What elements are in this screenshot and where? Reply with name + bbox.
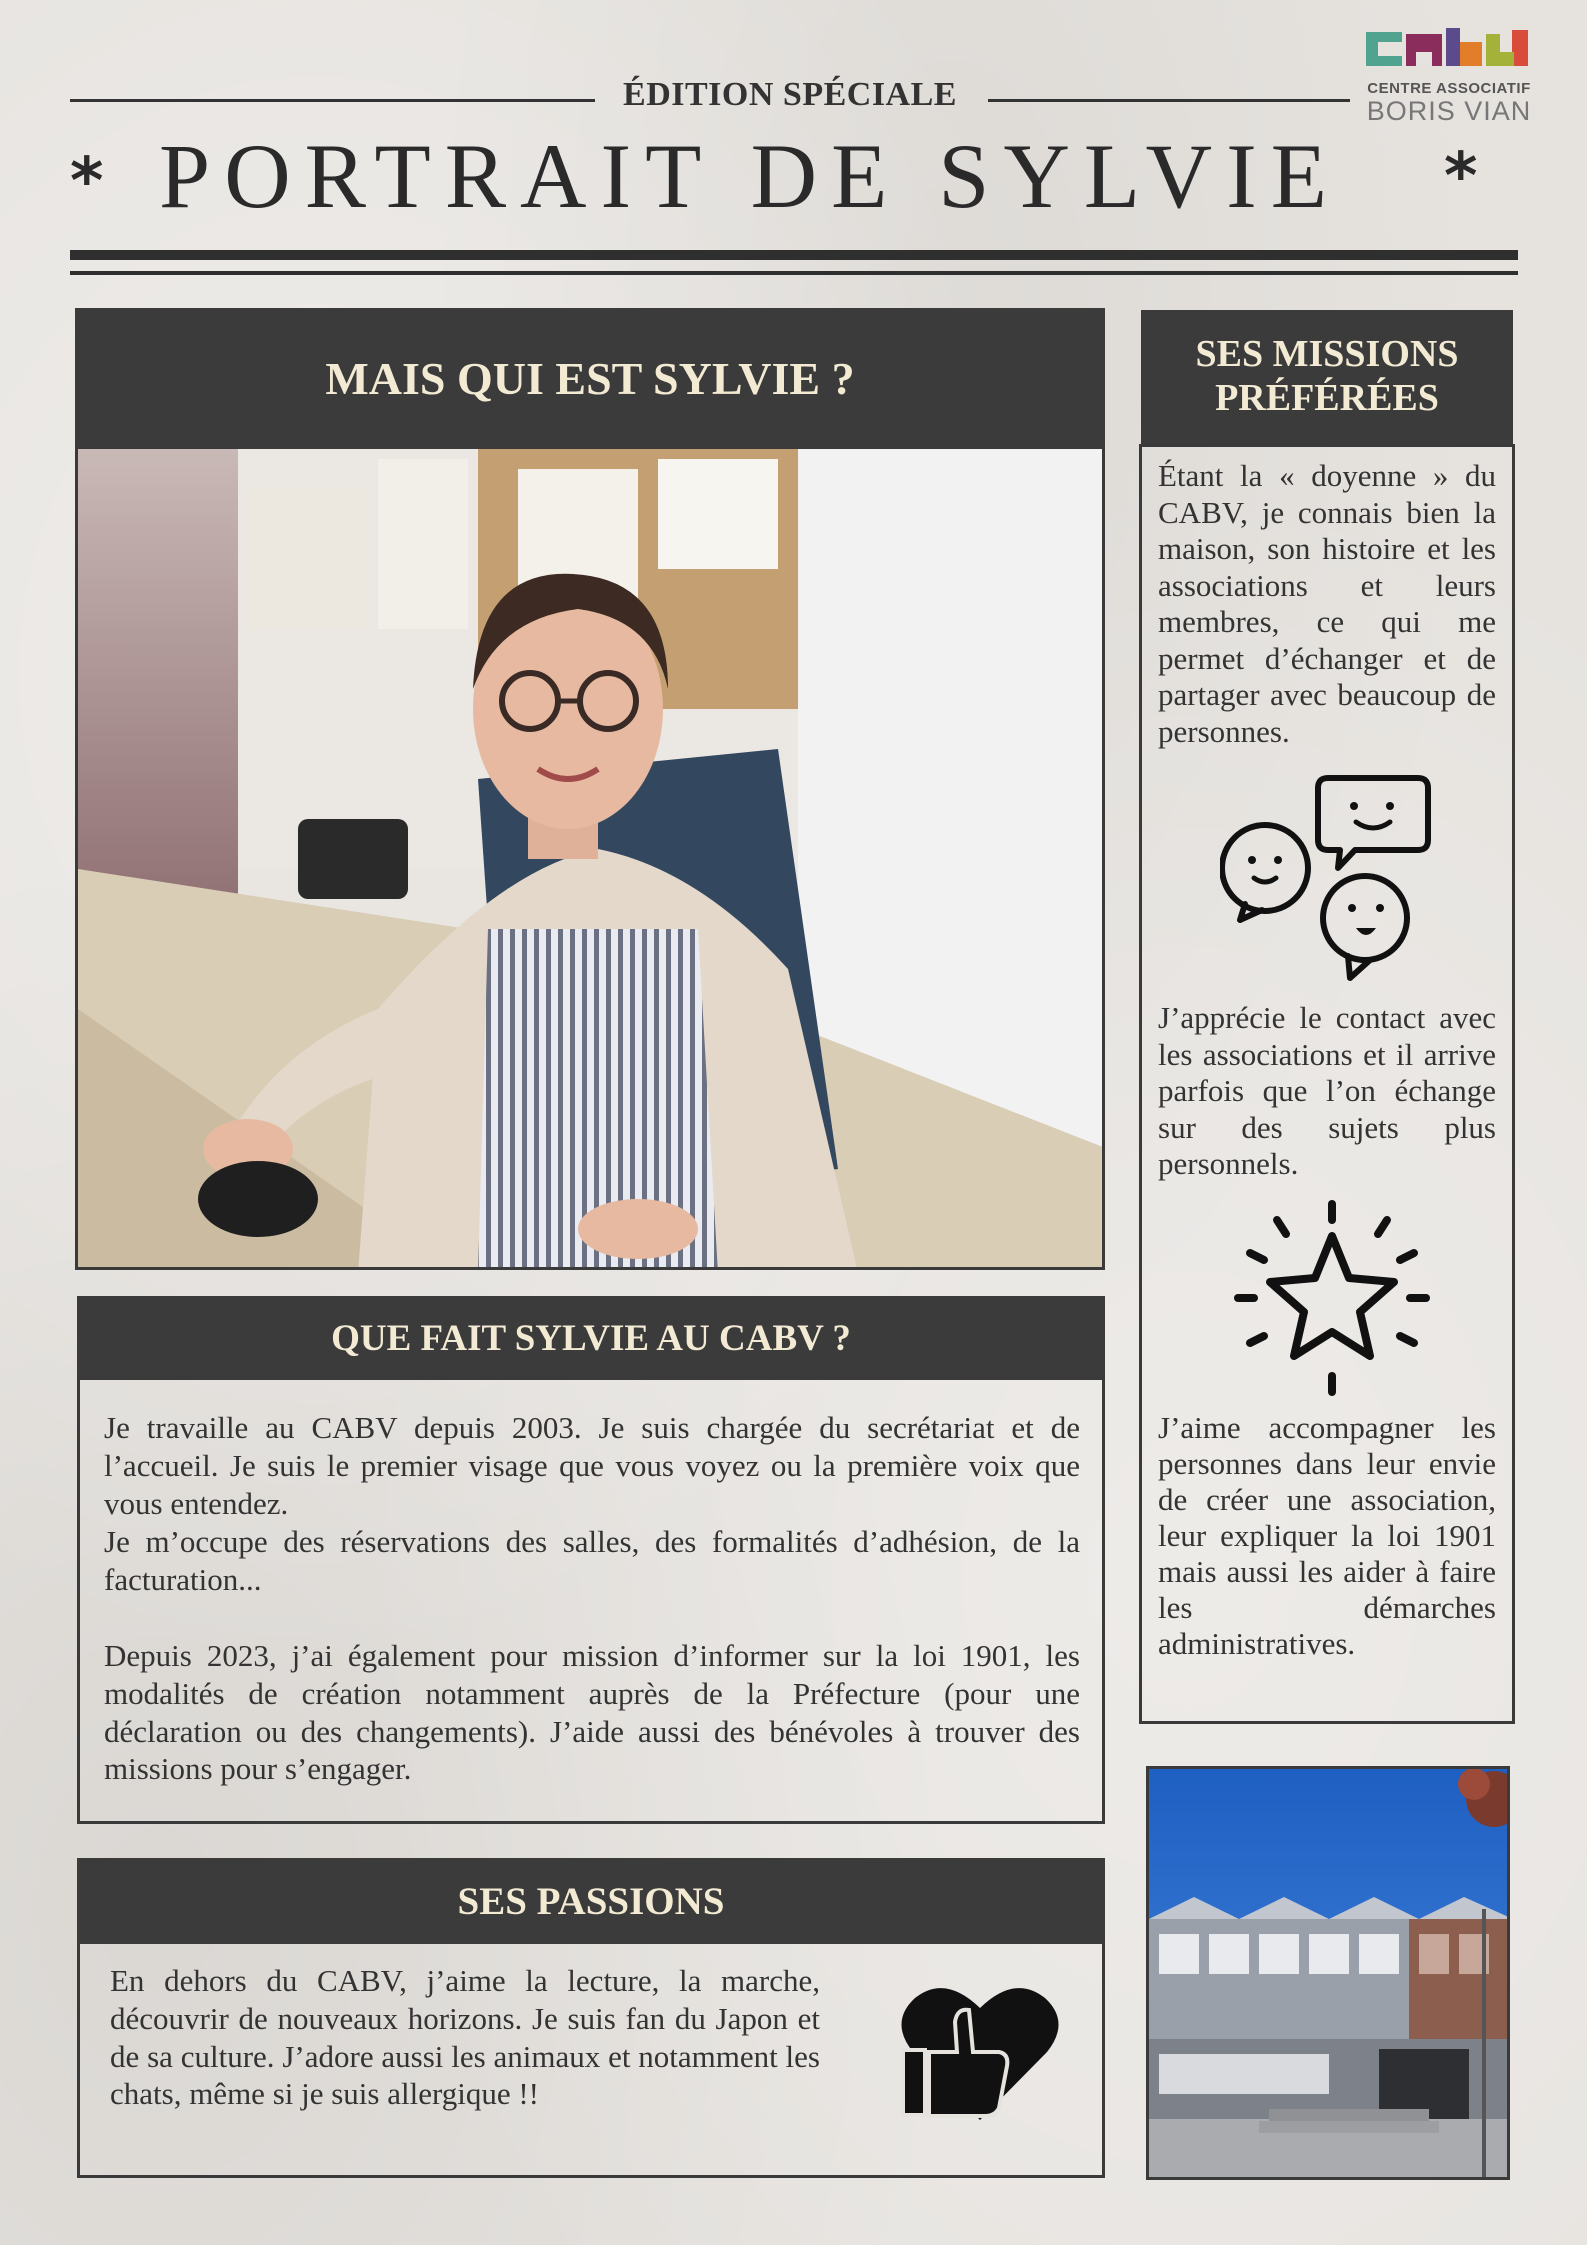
what-heading: QUE FAIT SYLVIE AU CABV ? — [331, 1317, 851, 1359]
asterisk-left-icon: * — [70, 145, 104, 219]
mission-text-2: J’apprécie le contact avec les associations et il arrive parfois que l’on échange sur des sujets plus personnels. — [1158, 1000, 1496, 1182]
portrait-photo — [75, 446, 1105, 1270]
mission-text-1: Étant la « doyenne » du CABV, je connais bien la maison, son histoire et les associations et leurs membres, ce qui me permet d’échanger et de partager avec beaucoup de personnes. — [1158, 458, 1496, 750]
what-paragraph-1: Je travaille au CABV depuis 2003. Je suis chargée du secrétariat et de l’accueil. Je suis le premier visage que vous voyez ou la première voix que vous entendez. — [104, 1410, 1080, 1521]
building-illustration — [1149, 1769, 1510, 2180]
star-icon — [1232, 1198, 1432, 1398]
passions-text: En dehors du CABV, j’aime la lecture, la marche, découvrir de nouveaux horizons. Je suis fan du Japon et de sa culture. J’adore aussi les animaux et notamment les chats, même si je suis allergique !! — [110, 1963, 820, 2112]
header-rule-left — [70, 99, 595, 102]
header-double-rule-thin — [70, 271, 1518, 275]
who-heading: MAIS QUI EST SYLVIE ? — [325, 352, 855, 404]
asterisk-right-icon: * — [1444, 140, 1478, 214]
logo-line-2: BORIS VIAN — [1366, 96, 1532, 126]
passions-heading: SES PASSIONS — [457, 1879, 725, 1923]
missions-heading-line2: PRÉFÉRÉES — [1215, 377, 1439, 419]
header-rule-right — [988, 99, 1350, 102]
heart-thumbs-up-icon — [895, 1980, 1065, 2125]
what-heading-bar — [77, 1296, 1105, 1380]
edition-label: ÉDITION SPÉCIALE — [623, 76, 957, 113]
building-photo — [1146, 1766, 1510, 2180]
missions-heading-line1: SES MISSIONS — [1195, 333, 1459, 376]
what-paragraph-3: Depuis 2023, j’ai également pour mission d’informer sur la loi 1901, les modalités de création notamment auprès de la Préfecture (pour une déclaration ou des changements). J’aide aussi des bénévoles à trouver des missions pour s’engager. — [104, 1638, 1080, 1787]
page-title: PORTRAIT DE SYLVIE — [159, 125, 1341, 227]
passions-heading-bar — [77, 1858, 1105, 1944]
portrait-illustration — [78, 449, 1105, 1270]
what-paragraph-2: Je m’occupe des réservations des salles, des formalités d’adhésion, de la facturation... — [104, 1524, 1080, 1597]
missions-heading-bar — [1141, 310, 1513, 444]
who-heading-bar — [75, 308, 1105, 448]
logo-line-1: CENTRE ASSOCIATIF — [1367, 80, 1531, 97]
header-double-rule — [70, 250, 1518, 260]
chat-bubbles-icon — [1220, 768, 1440, 988]
mission-text-3: J’aime accompagner les personnes dans leur envie de créer une association, leur expliquer la loi 1901 mais aussi les aider à faire les démarches administratives. — [1158, 1410, 1496, 1661]
